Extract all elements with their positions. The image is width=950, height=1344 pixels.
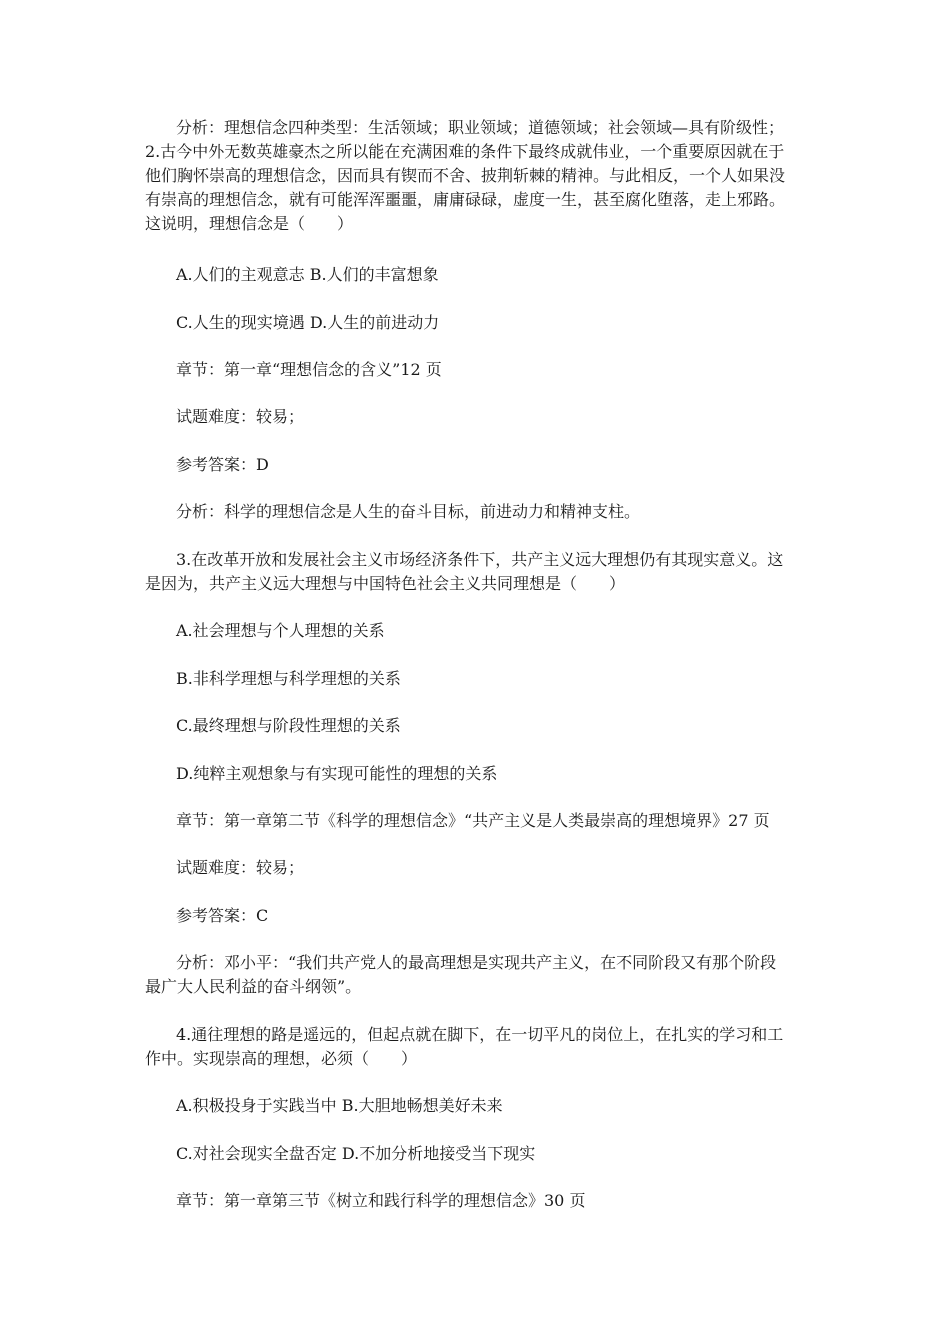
question-3-line-2: 是因为，共产主义远大理想与中国特色社会主义共同理想是（ ）: [145, 574, 626, 593]
question-4-options-ab: A.积极投身于实践当中 B.大胆地畅想美好未来: [176, 1096, 503, 1115]
question-3-option-c: C.最终理想与阶段性理想的关系: [176, 716, 401, 735]
question-2-line-3: 有崇高的理想信念，就有可能浑浑噩噩，庸庸碌碌，虚度一生，甚至腐化堕落，走上邪路。: [145, 190, 786, 209]
question-2-line-4: 这说明，理想信念是（ ）: [145, 214, 354, 233]
question-2-options-cd: C.人生的现实境遇 D.人生的前进动力: [176, 313, 440, 332]
question-2-chapter: 章节：第一章“理想信念的含义”12 页: [176, 360, 442, 379]
question-3-analysis-1: 分析：邓小平：“我们共产党人的最高理想是实现共产主义，在不同阶段又有那个阶段: [176, 953, 777, 972]
question-4-chapter: 章节：第一章第三节《树立和践行科学的理想信念》30 页: [176, 1191, 586, 1210]
question-4-line-2: 作中。实现崇高的理想，必须（ ）: [145, 1049, 418, 1068]
analysis-line-q1: 分析：理想信念四种类型：生活领域；职业领域；道德领域；社会领域—具有阶级性；: [176, 118, 785, 137]
question-2-line-2: 他们胸怀崇高的理想信念，因而具有锲而不舍、披荆斩棘的精神。与此相反，一个人如果没: [145, 166, 786, 185]
question-2-options-ab: A.人们的主观意志 B.人们的丰富想象: [176, 265, 439, 284]
question-3-option-d: D.纯粹主观想象与有实现可能性的理想的关系: [176, 764, 498, 783]
question-3-line-1: 3.在改革开放和发展社会主义市场经济条件下，共产主义远大理想仍有其现实意义。这: [176, 550, 784, 569]
question-2-line-1: 2.古今中外无数英雄豪杰之所以能在充满困难的条件下最终成就伟业，一个重要原因就在于: [145, 142, 785, 161]
question-3-option-b: B.非科学理想与科学理想的关系: [176, 669, 401, 688]
question-4-options-cd: C.对社会现实全盘否定 D.不加分析地接受当下现实: [176, 1144, 536, 1163]
question-2-difficulty: 试题难度：较易；: [176, 407, 305, 426]
question-3-analysis-2: 最广大人民利益的奋斗纲领”。: [145, 977, 362, 996]
question-2-analysis: 分析：科学的理想信念是人生的奋斗目标，前进动力和精神支柱。: [176, 502, 641, 521]
question-3-difficulty: 试题难度：较易；: [176, 858, 305, 877]
question-2-answer: 参考答案：D: [176, 455, 269, 474]
question-3-chapter: 章节：第一章第二节《科学的理想信念》“共产主义是人类最崇高的理想境界》27 页: [176, 811, 770, 830]
question-4-line-1: 4.通往理想的路是遥远的，但起点就在脚下，在一切平凡的岗位上，在扎实的学习和工: [176, 1025, 784, 1044]
question-3-option-a: A.社会理想与个人理想的关系: [176, 621, 385, 640]
question-3-answer: 参考答案：C: [176, 906, 269, 925]
